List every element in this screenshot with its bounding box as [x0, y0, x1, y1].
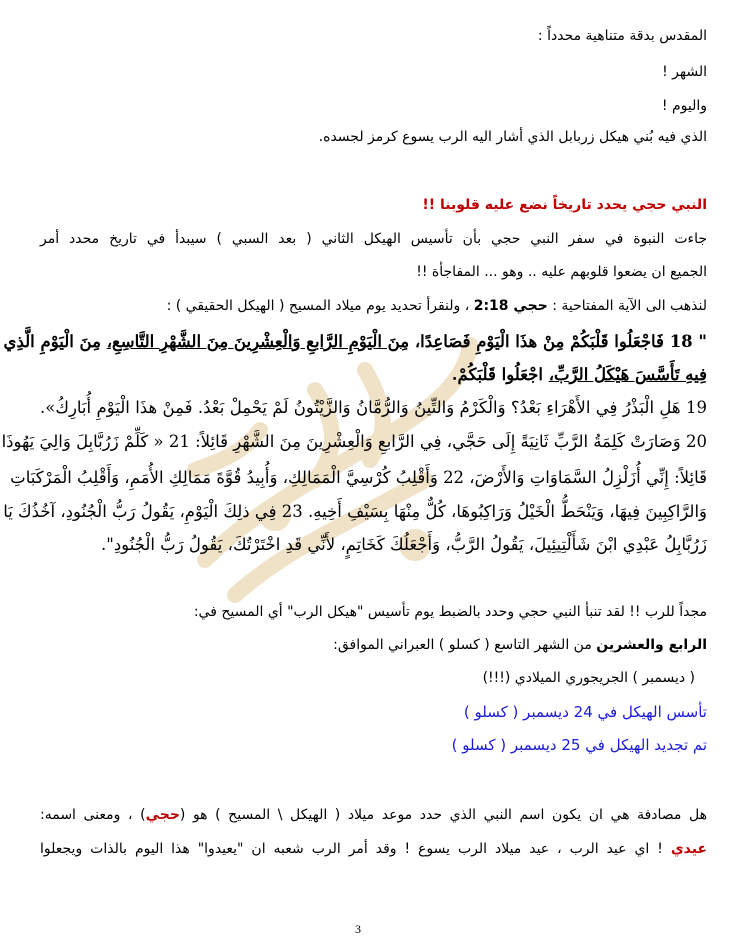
- closing-2rest: ! اي عيد الرب ، عيد ميلاد الرب يسوع ! وقد أمر الرب شعبه ان "يعيدوا" هذا اليوم بالذات ويجعلوا: [40, 841, 663, 857]
- intro-line-3: واليوم !: [661, 98, 707, 114]
- verse-line-3: 19 هَلِ الْبَذْرُ فِي الأَهْرَاءِ بَعْدُ؟ وَالْكَرْمُ وَالتِّينُ وَالرُّمَّانُ وَالزَّيْتُونُ لَمْ يَحْمِلْ بَعْدُ. فَمِنْ هذَا الْيَوْمِ أُبَارِكُ».: [40, 398, 707, 417]
- summary-line-3: ( ديسمبر ) الجريجوري الميلادي (!!!): [482, 670, 695, 686]
- verse-2b: اجْعَلُوا قَلْبَكُمْ.: [451, 365, 543, 384]
- key-verse-ref: [474, 298, 548, 314]
- verse-line-4: 20 وَصَارَتْ كَلِمَةُ الرَّبِّ ثَانِيَةً إِلَى حَجَّي، فِي الرَّابعِ وَالْعِشْرِينَ مِنَ الشَّهْرِ قَائِلاً: 21 « كَلِّمْ زَرُبَّابِلَ وَالِيَ يَهُوذَا: [1, 432, 707, 451]
- closing-1a: هل مصادفة هي ان يكون اسم النبي الذي حدد موعد ميلاد ( الهيكل \ المسيح ) هو (: [179, 807, 707, 823]
- section-heading: النبي حجي يحدد تاريخاً نضع عليه قلوبنا !!: [422, 197, 707, 213]
- closing-name-hajji: حجي: [145, 807, 180, 823]
- verse-line-2: [452, 363, 707, 387]
- closing-line-1: [40, 805, 707, 825]
- para1-line-2: الجميع ان يضعوا قلوبهم عليه .. وهو ... المفاجأة !!: [416, 264, 707, 280]
- closing-line-2: [40, 839, 707, 859]
- intro-line-2: الشهر !: [662, 64, 707, 80]
- key-verse-suffix: ، ولنقرأ تحديد يوم ميلاد المسيح ( الهيكل الحقيقي ) :: [166, 298, 470, 314]
- verse-1a: " 18 فَاجْعَلُوا قَلْبَكُمْ مِنْ هذَا الْيَوْمِ فَصَاعِدًا،: [414, 332, 707, 351]
- key-verse-line: [167, 296, 707, 316]
- verse-2a: فِيهِ تَأَسَّسَ هَيْكَلُ الرَّبِّ،: [548, 365, 707, 384]
- verse-line-6: وَالرَّاكِبِينَ فِيهَا، وَيَنْحَطُّ الْخَيْلُ وَرَاكِبُوهَا، كُلٌّ مِنْهَا بِسَيْفِ أَخِيهِ. 23 فِي ذلِكَ الْيَوْمِ، يَقُولُ رَبُّ الْجُنُودِ، آخُذُكَ يَا: [3, 502, 707, 521]
- summary-line-1: مجداً للرب !! لقد تنبأ النبي حجي وحدد بالضبط يوم تأسيس "هيكل الرب" أي المسيح في:: [193, 604, 707, 620]
- verse-line-5: قَائِلاً: إِنِّي أُزَلْزِلُ السَّمَاوَاتِ وَالأَرْضَ، 22 وَأَقْلِبُ كُرْسِيَّ الْمَمَالِكِ، وَأُبِيدُ قُوَّةَ مَمَالِكِ الأُمَمِ، وَأَقْلِبُ الْمَرْكَبَاتِ: [10, 468, 707, 487]
- verse-1c: مِنَ الْيَوْمِ الَّذِي: [3, 332, 101, 351]
- para1-line-1: جاءت النبوة في سفر النبي حجي بأن تأسيس الهيكل الثاني ( بعد السبي ) سيبدأ في تاريخ محدد أمر: [40, 231, 707, 247]
- verse-line-7: زَرُبَّابِلُ عَبْدِي ابْنَ شَأَلْتِيئِيلَ، يَقُولُ الرَّبُّ، وَأَجْعَلُكَ كَخَاتِمٍ، لأَنِّي قَدِ اخْتَرْتُكَ، يَقُولُ رَبُّ الْجُنُودِ".: [100, 535, 707, 554]
- summary-line-2-bold: الرابع والعشرين: [596, 637, 707, 653]
- summary-line-2-rest: من الشهر التاسع ( كسلو ) العبراني الموافق:: [333, 637, 592, 653]
- intro-line-4: الذي فيه بُني هيكل زربابل الذي أشار اليه الرب يسوع كرمز لجسده.: [318, 129, 707, 145]
- verse-line-1: [3, 330, 707, 354]
- closing-name-eidi: عيدي: [670, 841, 708, 857]
- verse-1b: مِنَ الْيَوْمِ الرَّابعِ وَالْعِشْرِينَ مِنَ الشَّهْرِ التَّاسِعِ،: [106, 332, 410, 351]
- watermark-logo: [165, 310, 495, 620]
- closing-1b: ) ، ومعنى اسمه:: [40, 807, 146, 823]
- key-verse-ref-text: حجي 2:18: [473, 298, 548, 314]
- page-number: 3: [355, 922, 361, 936]
- summary-blue-line-2: تم تجديد الهيكل في 25 ديسمبر ( كسلو ): [451, 736, 707, 754]
- intro-line-1: المقدس بدقة متناهية محدداً :: [537, 28, 707, 44]
- summary-line-2: [333, 635, 707, 655]
- summary-blue-line-1: تأسس الهيكل في 24 ديسمبر ( كسلو ): [463, 703, 707, 721]
- key-verse-prefix: لنذهب الى الآية المفتاحية :: [552, 298, 707, 314]
